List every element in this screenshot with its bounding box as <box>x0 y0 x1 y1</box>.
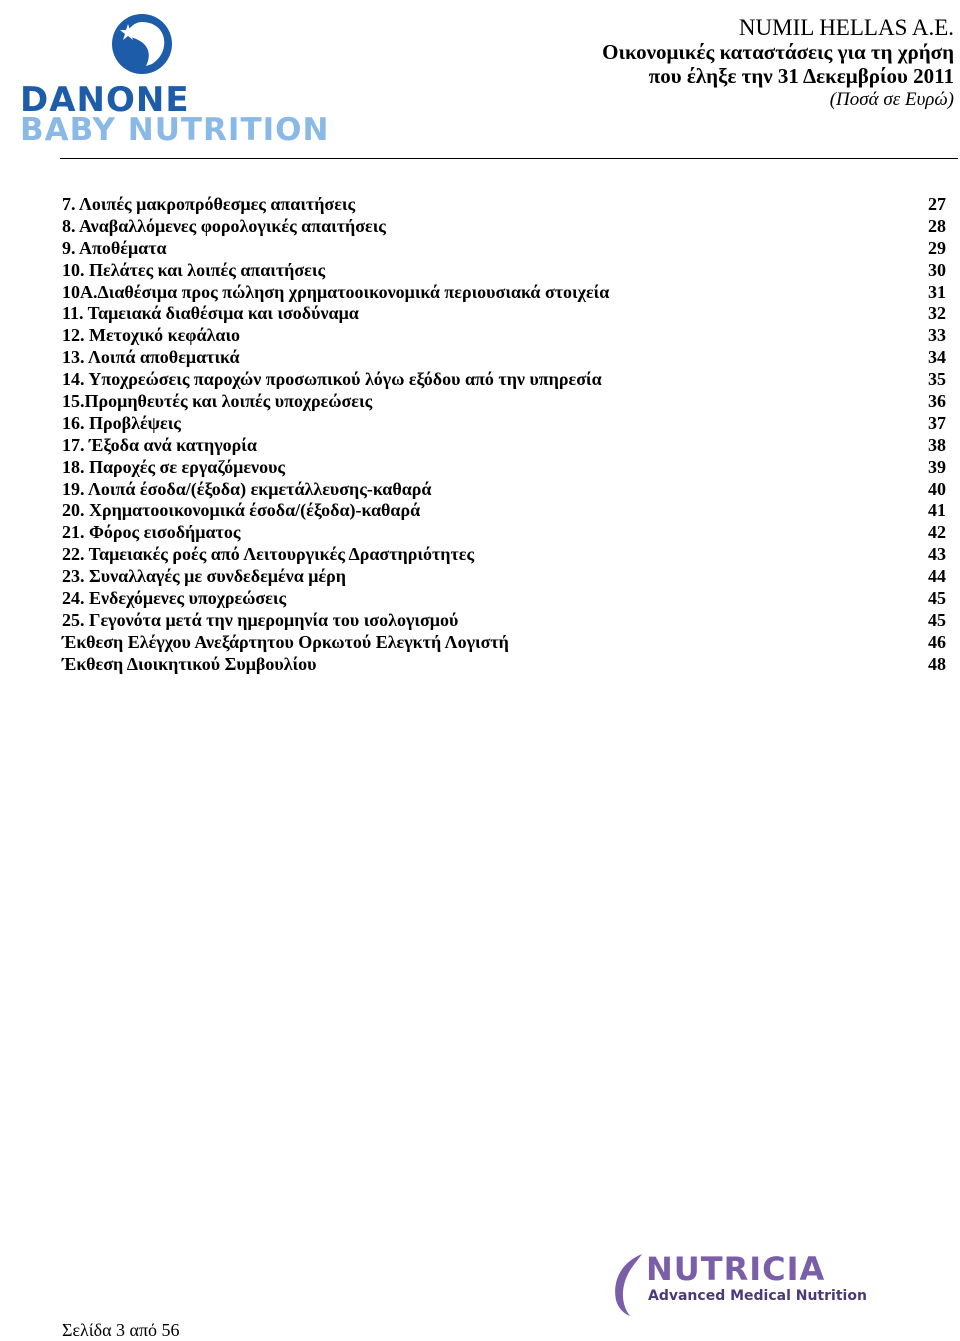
toc-entry[interactable] <box>62 325 946 347</box>
toc-entry-title: 10. Πελάτες και λοιπές απαιτήσεις <box>62 259 326 280</box>
toc-entry-title: 25. Γεγονότα μετά την ημερομηνία του ισολογισμού <box>62 609 459 630</box>
toc-entry-page: 33 <box>928 325 946 346</box>
toc-entry-title: 23. Συναλλαγές με συνδεδεμένα μέρη <box>62 566 347 587</box>
nutricia-wordmark: NUTRICIA <box>646 1250 826 1288</box>
toc-entry-title: Έκθεση Ελέγχου Ανεξάρτητου Ορκωτού Ελεγκτή Λογιστή <box>62 631 509 652</box>
toc-entry-title: 13. Λοιπά αποθεματικά <box>62 347 240 368</box>
toc-entry[interactable] <box>62 457 946 479</box>
toc-entry[interactable] <box>62 391 946 413</box>
toc-entry-page: 32 <box>928 303 946 324</box>
table-of-contents <box>62 194 946 676</box>
toc-entry-page: 43 <box>928 544 946 565</box>
toc-entry-page: 39 <box>928 456 946 477</box>
toc-entry-page: 46 <box>928 631 946 652</box>
toc-entry[interactable] <box>62 654 946 676</box>
page-number-footer: Σελίδα 3 από 56 <box>62 1320 180 1340</box>
toc-entry[interactable] <box>62 369 946 391</box>
toc-entry[interactable] <box>62 479 946 501</box>
toc-entry-page: 41 <box>928 500 946 521</box>
toc-entry-page: 45 <box>928 588 946 609</box>
toc-entry-page: 31 <box>928 281 946 302</box>
toc-entry-page: 27 <box>928 194 946 214</box>
toc-entry[interactable] <box>62 435 946 457</box>
toc-entry-title: 7. Λοιπές μακροπρόθεσμες απαιτήσεις <box>62 194 356 214</box>
toc-entry-page: 30 <box>928 259 946 280</box>
nutricia-tagline: Advanced Medical Nutrition <box>648 1288 867 1304</box>
toc-entry-title: Έκθεση Διοικητικού Συμβουλίου <box>62 653 317 674</box>
baby-nutrition-wordmark: BABY NUTRITION <box>20 112 330 148</box>
company-name: NUMIL HELLAS A.E. <box>738 15 954 40</box>
toc-entry-page: 35 <box>928 369 946 390</box>
toc-entry-title: 16. Προβλέψεις <box>62 412 181 433</box>
toc-entry-title: 22. Ταμειακές ροές από Λειτουργικές Δραστηριότητες <box>62 544 475 565</box>
toc-entry[interactable] <box>62 588 946 610</box>
currency-note: (Ποσά σε Ευρώ) <box>829 89 954 110</box>
child-silhouette-icon <box>106 10 186 78</box>
toc-entry-page: 45 <box>928 609 946 630</box>
toc-entry-title: 20. Χρηματοοικονομικά έσοδα/(έξοδα)-καθαρά <box>62 500 421 521</box>
toc-entry[interactable] <box>62 544 946 566</box>
toc-entry-page: 34 <box>928 347 946 368</box>
toc-entry[interactable] <box>62 216 946 238</box>
toc-entry-page: 36 <box>928 391 946 412</box>
toc-entry-page: 40 <box>928 478 946 499</box>
statements-title-line2: που έληξε την 31 Δεκεμβρίου 2011 <box>648 64 954 88</box>
toc-entry-title: 11. Ταμειακά διαθέσιμα και ισοδύναμα <box>62 303 359 324</box>
toc-entry-title: 10Α.Διαθέσιμα προς πώληση χρηματοοικονομικά περιουσιακά στοιχεία <box>62 281 610 302</box>
document-header <box>602 16 954 112</box>
toc-entry-title: 9. Αποθέματα <box>62 237 167 258</box>
toc-entry[interactable] <box>62 413 946 435</box>
toc-entry[interactable] <box>62 347 946 369</box>
toc-entry-title: 21. Φόρος εισοδήματος <box>62 522 241 543</box>
toc-entry[interactable] <box>62 303 946 325</box>
toc-entry-title: 19. Λοιπά έσοδα/(έξοδα) εκμετάλλευσης-καθαρά <box>62 478 432 499</box>
toc-entry-title: 24. Ενδεχόμενες υποχρεώσεις <box>62 588 287 609</box>
toc-entry-page: 48 <box>928 653 946 674</box>
toc-entry[interactable] <box>62 500 946 522</box>
toc-entry[interactable] <box>62 522 946 544</box>
toc-entry-title: 17. Έξοδα ανά κατηγορία <box>62 434 257 455</box>
toc-entry[interactable] <box>62 194 946 216</box>
toc-entry[interactable] <box>62 260 946 282</box>
toc-entry-page: 37 <box>928 412 946 433</box>
toc-entry-title: 14. Υποχρεώσεις παροχών προσωπικού λόγω εξόδου από την υπηρεσία <box>62 369 602 390</box>
toc-entry-page: 38 <box>928 434 946 455</box>
toc-entry[interactable] <box>62 610 946 632</box>
header-divider <box>60 158 958 159</box>
toc-entry[interactable] <box>62 238 946 260</box>
toc-entry[interactable] <box>62 632 946 654</box>
toc-entry[interactable] <box>62 566 946 588</box>
toc-entry-page: 44 <box>928 566 946 587</box>
toc-entry-title: 18. Παροχές σε εργαζόμενους <box>62 456 286 477</box>
toc-entry-title: 15.Προμηθευτές και λοιπές υποχρεώσεις <box>62 391 373 412</box>
toc-entry-page: 28 <box>928 215 946 236</box>
toc-entry-title: 8. Αναβαλλόμενες φορολογικές απαιτήσεις <box>62 215 386 236</box>
toc-entry-page: 42 <box>928 522 946 543</box>
nutricia-logo <box>608 1250 867 1320</box>
statements-title-line1: Οικονομικές καταστάσεις για τη χρήση <box>602 40 954 64</box>
danone-baby-nutrition-logo <box>18 8 330 148</box>
toc-entry-title: 12. Μετοχικό κεφάλαιο <box>62 325 241 346</box>
toc-entry[interactable] <box>62 282 946 304</box>
danone-wordmark: DANONE <box>20 80 190 120</box>
toc-entry-page: 29 <box>928 237 946 258</box>
